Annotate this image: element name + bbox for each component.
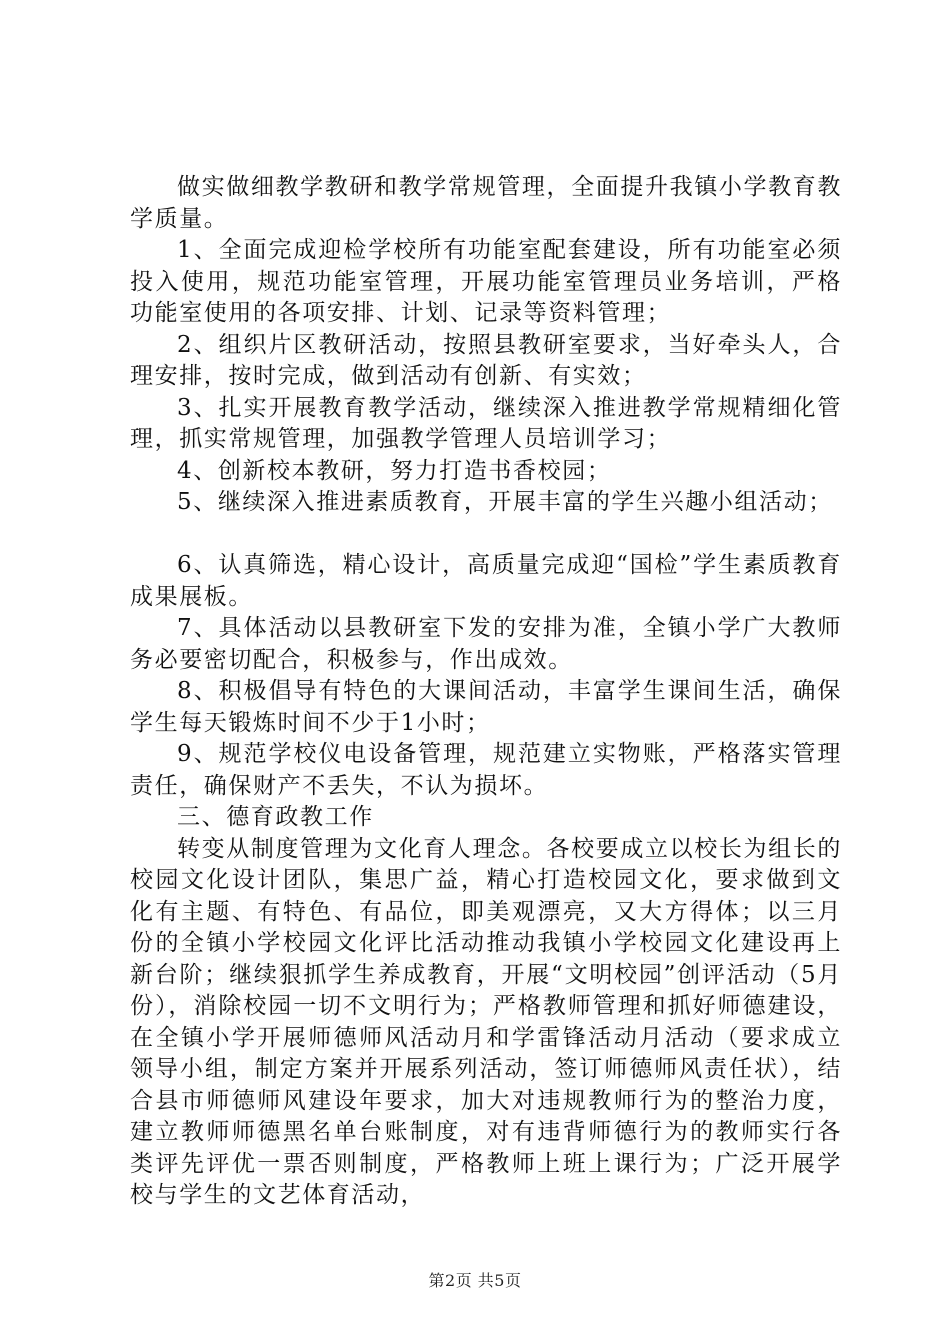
paragraph-item-7: 7、具体活动以县教研室下发的安排为准，全镇小学广大教师务必要密切配合，积极参与，作出成效。: [130, 615, 842, 673]
paragraph-moral-education: 转变从制度管理为文化育人理念。各校要成立以校长为组长的校园文化设计团队，集思广益，精心打造校园文化，要求做到文化有主题、有特色、有品位，即美观漂亮，又大方得体；以三月份的全镇小学校园文化评比活动推动我镇小学校园文化建设再上新台阶；继续狠抓学生养成教育，开展“文明校园”创评活动（5月份），消除校园一切不文明行为；严格教师管理和抓好师德建设，在全镇小学开展师德师风活动月和学雷锋活动月活动（要求成立领导小组，制定方案并开展系列活动，签订师德师风责任状），结合县市师德师风建设年要求，加大对违规教师行为的整治力度，建立教师师德黑名单台账制度，对有违背师德行为的教师实行各类评先评优一票否则制度，严格教师上班上课行为；广泛开展学校与学生的文艺体育活动，: [130, 835, 842, 1208]
section-heading: 三、德育政教工作: [177, 804, 374, 830]
document-body: [130, 172, 842, 1212]
paragraph-item-9: 9、规范学校仪电设备管理，规范建立实物账，严格落实管理责任，确保财产不丢失，不认为损坏。: [130, 741, 842, 799]
paragraph-item-4: 4、创新校本教研，努力打造书香校园；: [177, 457, 612, 484]
paragraph-item-6: 6、认真筛选，精心设计，高质量完成迎“国检”学生素质教育成果展板。: [130, 552, 842, 610]
paragraph-item-5: 5、继续深入推进素质教育，开展丰富的学生兴趣小组活动；: [177, 489, 833, 515]
paragraph-intro: 做实做细教学教研和教学常规管理，全面提升我镇小学教育教学质量。: [130, 174, 842, 232]
paragraph-item-1: 1、全面完成迎检学校所有功能室配套建设，所有功能室必须投入使用，规范功能室管理，开展功能室管理员业务培训，严格功能室使用的各项安排、计划、记录等资料管理；: [130, 237, 842, 326]
page-number: 第2页 共5页: [428, 1271, 522, 1290]
page-footer: [0, 1268, 950, 1291]
paragraph-item-3: 3、扎实开展教育教学活动，继续深入推进教学常规精细化管理，抓实常规管理，加强教学管理人员培训学习；: [130, 394, 842, 452]
paragraph-item-8: 8、积极倡导有特色的大课间活动，丰富学生课间生活，确保学生每天锻炼时间不少于1小时；: [130, 678, 842, 736]
paragraph-item-2: 2、组织片区教研活动，按照县教研室要求，当好牵头人，合理安排，按时完成，做到活动有创新、有实效；: [130, 331, 842, 389]
